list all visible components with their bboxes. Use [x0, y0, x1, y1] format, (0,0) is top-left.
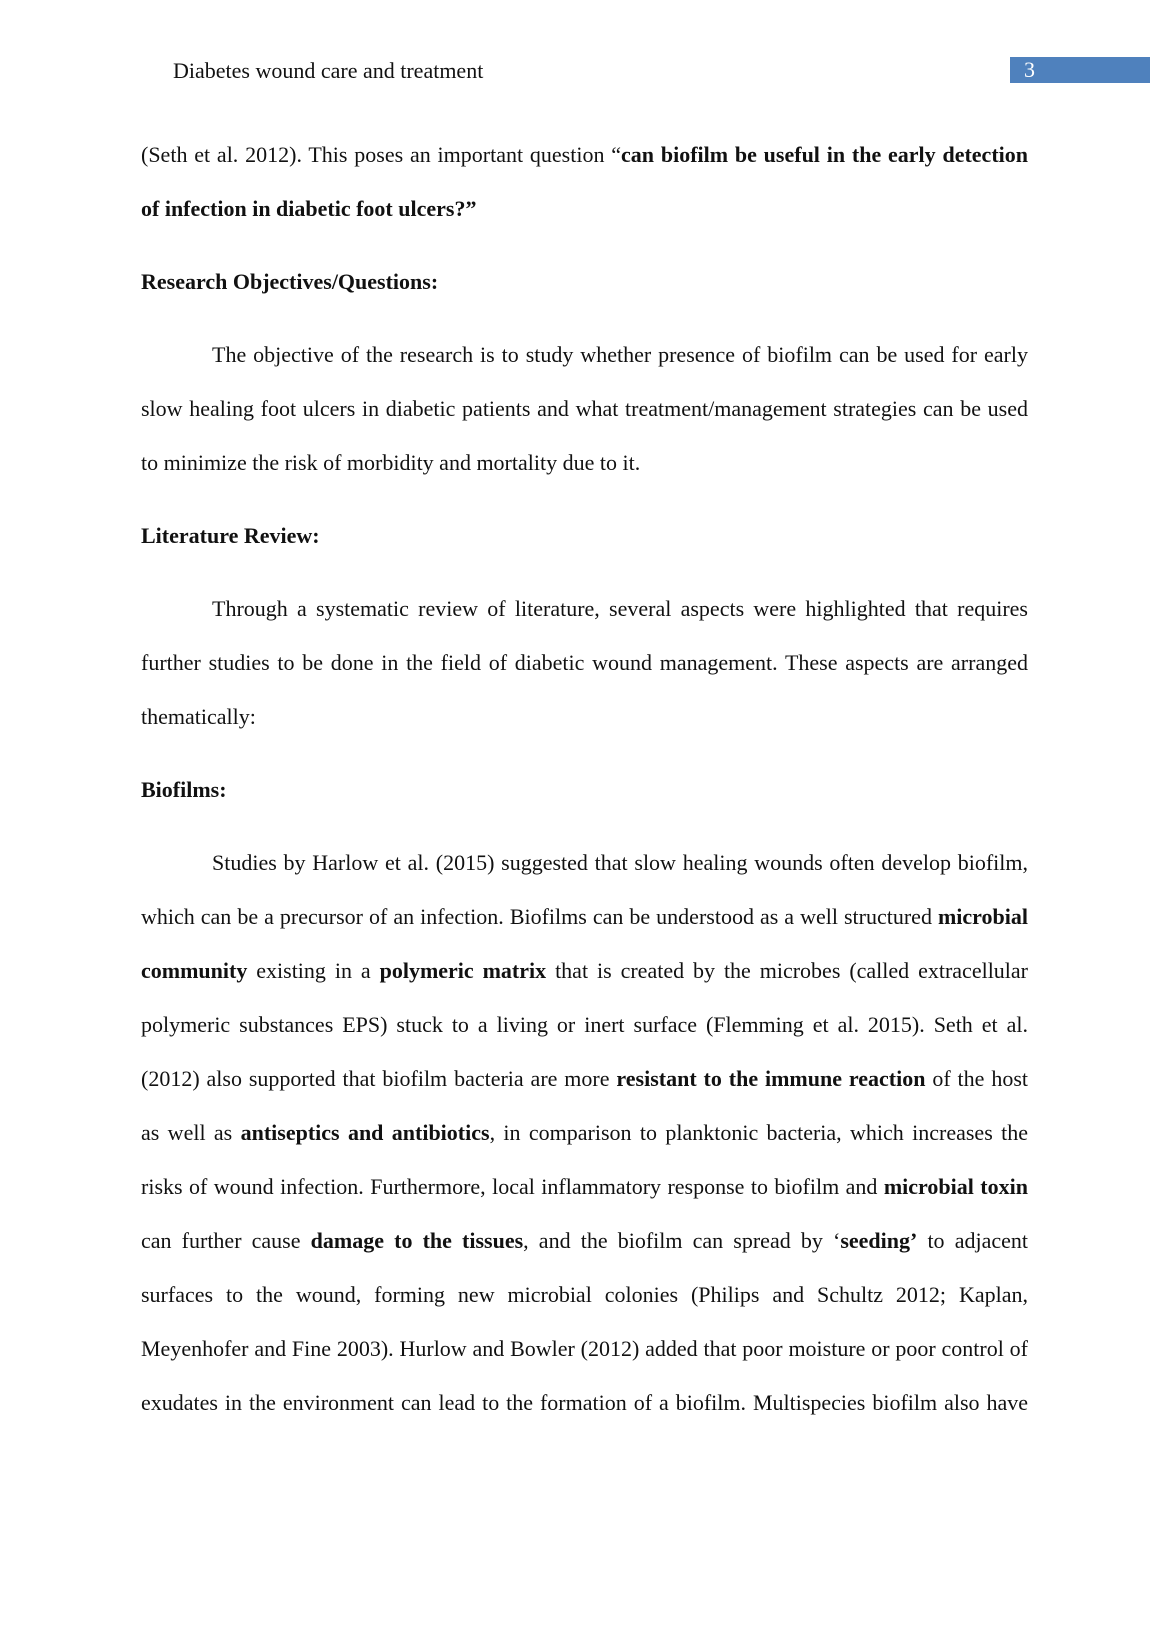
- biofilms-text-6: can further cause: [141, 1228, 311, 1253]
- document-body: [141, 128, 1028, 1430]
- intro-text: (Seth et al. 2012). This poses an important question “: [141, 142, 622, 167]
- running-header-title: Diabetes wound care and treatment: [173, 58, 484, 83]
- emphasis-microbial-community: microbial community: [141, 904, 1028, 983]
- intro-paragraph: [141, 128, 1028, 236]
- biofilms-text-2: existing in a: [247, 958, 380, 983]
- emphasis-antiseptics: antiseptics and antibiotics: [240, 1120, 490, 1145]
- emphasis-microbial-toxin: microbial toxin: [883, 1174, 1028, 1199]
- biofilms-paragraph: [141, 836, 1028, 1430]
- biofilms-heading: Biofilms:: [141, 777, 227, 802]
- biofilms-text-8: to adjacent surfaces to the wound, forming new microbial colonies (Philips and Schultz 2012; Kaplan, Meyenhofer and Fine 2003). Hurlow and Bowler (2012) added that poor moisture or poor control of exudates in the environment can lead to the formation of a biofilm. Multispecies biofilm also have: [141, 1228, 1028, 1415]
- emphasis-immune-resistance: resistant to the immune reaction: [616, 1066, 926, 1091]
- literature-review-paragraph: Through a systematic review of literature, several aspects were highlighted that requires further studies to be done in the field of diabetic wound management. These aspects are arranged thematically:: [141, 596, 1028, 729]
- emphasis-polymeric-matrix: polymeric matrix: [379, 958, 547, 983]
- biofilms-text-1: Studies by Harlow et al. (2015) suggested that slow healing wounds often develop biofilm, which can be a precursor of an infection. Biofilms can be understood as a well structured: [141, 850, 1028, 929]
- objectives-paragraph: The objective of the research is to study whether presence of biofilm can be used for early slow healing foot ulcers in diabetic patients and what treatment/management strategies can be used to minimize the risk of morbidity and mortality due to it.: [141, 342, 1028, 475]
- literature-review-heading: Literature Review:: [141, 523, 320, 548]
- emphasis-seeding: seeding’: [840, 1228, 918, 1253]
- biofilms-text-5: , in comparison to planktonic bacteria, which increases the risks of wound infection. Furthermore, local inflammatory response to biofilm and: [141, 1120, 1028, 1199]
- biofilms-text-4: of the host as well as: [141, 1066, 1028, 1145]
- research-question: can biofilm be useful in the early detection of infection in diabetic foot ulcers?”: [141, 142, 1028, 221]
- biofilms-text-7: , and the biofilm can spread by ‘: [523, 1228, 841, 1253]
- biofilms-text-3: that is created by the microbes (called extracellular polymeric substances EPS) stuck to a living or inert surface (Flemming et al. 2015). Seth et al. (2012) also supported that biofilm bacteria are more: [141, 958, 1029, 1091]
- emphasis-tissue-damage: damage to the tissues: [310, 1228, 524, 1253]
- objectives-heading: Research Objectives/Questions:: [141, 269, 439, 294]
- page-number: 3: [1010, 57, 1150, 83]
